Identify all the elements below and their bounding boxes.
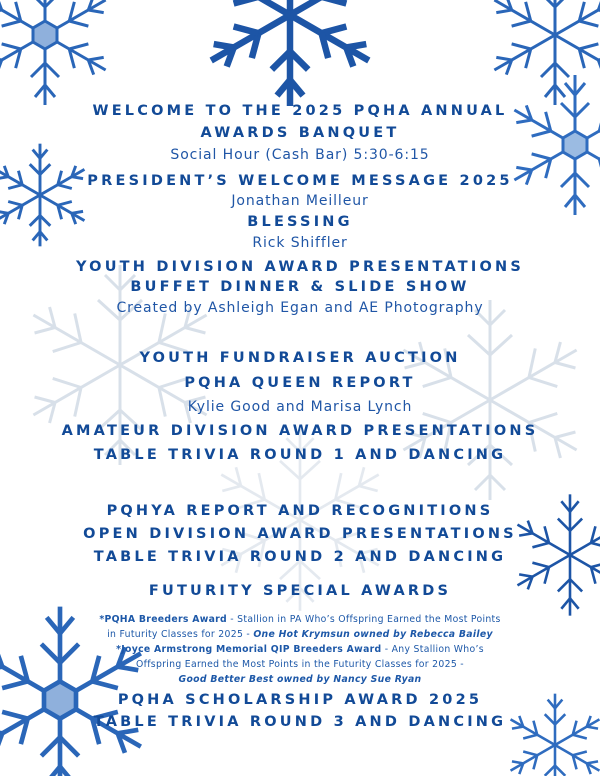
trivia-round-1-heading: TABLE TRIVIA ROUND 1 AND DANCING bbox=[93, 447, 507, 463]
trivia-round-3-heading: TABLE TRIVIA ROUND 3 AND DANCING bbox=[93, 714, 507, 730]
qip-award-line-2: Offspring Earned the Most Points in the Futurity Classes for 2025 - bbox=[136, 659, 464, 670]
blessing-heading: BLESSING bbox=[247, 214, 353, 230]
buffet-heading: BUFFET DINNER & SLIDE SHOW bbox=[130, 279, 470, 295]
social-hour: Social Hour (Cash Bar) 5:30-6:15 bbox=[170, 147, 430, 163]
breeders-award-name: *PQHA Breeders Award bbox=[99, 614, 228, 625]
qip-award-line-3 bbox=[0, 674, 600, 685]
blessing-name: Rick Shiffler bbox=[252, 235, 348, 251]
queen-report-heading: PQHA QUEEN REPORT bbox=[184, 375, 416, 391]
qip-award-winner: Good Better Best owned by Nancy Sue Ryan bbox=[178, 674, 422, 685]
youth-auction-heading: YOUTH FUNDRAISER AUCTION bbox=[139, 350, 461, 366]
scholarship-heading: PQHA SCHOLARSHIP AWARD 2025 bbox=[117, 692, 483, 708]
qip-award-line-1 bbox=[0, 644, 600, 655]
breeders-award-desc-2: in Futurity Classes for 2025 - bbox=[107, 629, 254, 640]
snowflake-icon bbox=[0, 600, 160, 776]
breeders-award-line-2 bbox=[0, 629, 600, 640]
snowflake-icon bbox=[0, 0, 120, 110]
futurity-heading: FUTURITY SPECIAL AWARDS bbox=[148, 583, 452, 599]
buffet-credit: Created by Ashleigh Egan and AE Photography bbox=[116, 300, 484, 316]
title-line-1: WELCOME TO THE 2025 PQHA ANNUAL bbox=[92, 103, 508, 119]
amateur-awards-heading: AMATEUR DIVISION AWARD PRESENTATIONS bbox=[61, 423, 539, 439]
qip-award-desc-1: - Any Stallion Who’s bbox=[381, 644, 484, 655]
snowflake-icon bbox=[195, 0, 385, 110]
president-heading: PRESIDENT’S WELCOME MESSAGE 2025 bbox=[87, 173, 513, 189]
qip-award-name: *Joyce Armstrong Memorial QIP Breeders Award bbox=[116, 644, 382, 655]
breeders-award-desc-1: - Stallion in PA Who’s Offspring Earned the Most Points bbox=[227, 614, 501, 625]
open-awards-heading: OPEN DIVISION AWARD PRESENTATIONS bbox=[83, 526, 517, 542]
breeders-award-line-1 bbox=[0, 614, 600, 625]
title-line-2: AWARDS BANQUET bbox=[200, 125, 400, 141]
pqhya-report-heading: PQHYA REPORT AND RECOGNITIONS bbox=[106, 503, 494, 519]
president-name: Jonathan Meilleur bbox=[231, 193, 369, 209]
snowflake-icon bbox=[480, 0, 600, 110]
breeders-award-winner: One Hot Krymsun owned by Rebecca Bailey bbox=[253, 629, 493, 640]
youth-awards-heading: YOUTH DIVISION AWARD PRESENTATIONS bbox=[76, 259, 524, 275]
queen-names: Kylie Good and Marisa Lynch bbox=[187, 399, 413, 415]
trivia-round-2-heading: TABLE TRIVIA ROUND 2 AND DANCING bbox=[93, 549, 507, 565]
